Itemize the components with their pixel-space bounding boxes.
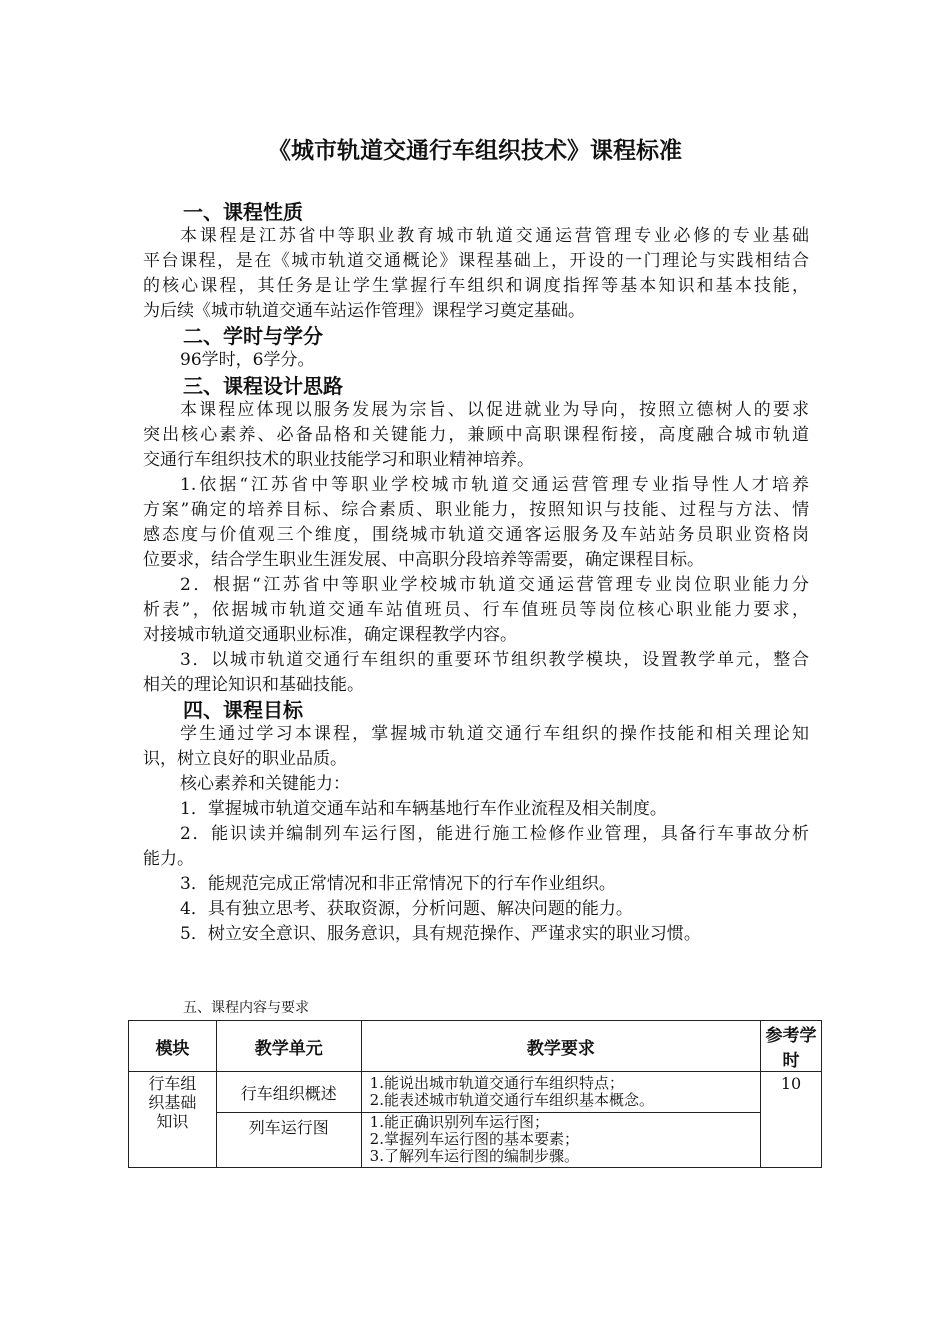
text-line: 5．树立安全意识、服务意识，具有规范操作、严谨求实的职业习惯。 xyxy=(180,924,701,944)
course-content-table xyxy=(128,1020,822,1168)
section-heading-hours: 二、学时与学分 xyxy=(183,324,323,348)
text-line: 的核心课程，其任务是让学生掌握行车组织和调度指挥等基本知识和基本技能， xyxy=(143,276,809,296)
requirements-cell xyxy=(361,1072,760,1113)
text-line: 4．具有独立思考、获取资源，分析问题、解决问题的能力。 xyxy=(180,899,633,919)
section-heading-nature: 一、课程性质 xyxy=(183,200,303,224)
section-hours-body xyxy=(143,348,809,373)
text-line: 本课程应体现以服务发展为宗旨、以促进就业为导向，按照立德树人的要求 xyxy=(180,400,809,420)
document-title: 《城市轨道交通行车组织技术》课程标准 xyxy=(268,138,682,164)
table-row xyxy=(129,1072,822,1113)
unit-cell: 列车运行图 xyxy=(216,1113,361,1168)
requirements-cell xyxy=(361,1113,760,1168)
text-line: 能力。 xyxy=(143,849,194,869)
text-line: 2．根据“江苏省中等职业学校城市轨道交通运营管理专业岗位职业能力分 xyxy=(180,575,809,595)
header-requirements: 教学要求 xyxy=(361,1021,760,1072)
text-line: 对接城市轨道交通职业标准，确定课程教学内容。 xyxy=(143,625,517,645)
text-line: 为后续《城市轨道交通车站运作管理》课程学习奠定基础。 xyxy=(143,301,585,321)
module-text-line: 织基础 xyxy=(148,1093,197,1112)
requirement-item: 1.能正确识别列车运行图； xyxy=(369,1113,549,1131)
requirement-item: 2.掌握列车运行图的基本要素； xyxy=(369,1130,579,1148)
text-line: 3．以城市轨道交通行车组织的重要环节组织教学模块，设置教学单元，整合 xyxy=(180,650,809,670)
text-line: 96学时，6学分。 xyxy=(180,350,315,370)
table-caption: 五、课程内容与要求 xyxy=(183,1000,309,1016)
header-hours: 参考学时 xyxy=(761,1021,822,1072)
text-line: 析表”，依据城市轨道交通车站值班员、行车值班员等岗位核心职业能力要求， xyxy=(143,600,809,620)
text-line: 3．能规范完成正常情况和非正常情况下的行车作业组织。 xyxy=(180,874,616,894)
text-line: 1．掌握城市轨道交通车站和车辆基地行车作业流程及相关制度。 xyxy=(180,799,667,819)
text-line: 交通行车组织技术的职业技能学习和职业精神培养。 xyxy=(143,450,534,470)
section-nature-body xyxy=(143,224,809,324)
section-heading-goals: 四、课程目标 xyxy=(183,698,303,722)
requirement-item: 1.能说出城市轨道交通行车组织特点； xyxy=(369,1074,624,1092)
text-line: 突出核心素养、必备品格和关键能力，兼顾中高职课程衔接，高度融合城市轨道 xyxy=(143,425,809,445)
text-line: 平台课程，是在《城市轨道交通概论》课程基础上，开设的一门理论与实践相结合 xyxy=(143,251,809,271)
requirement-item: 3.了解列车运行图的编制步骤。 xyxy=(369,1147,579,1165)
header-module: 模块 xyxy=(129,1021,217,1072)
text-line: 感态度与价值观三个维度，围绕城市轨道交通客运服务及车站站务员职业资格岗 xyxy=(143,525,809,545)
unit-cell: 行车组织概述 xyxy=(216,1072,361,1113)
section-goals-body xyxy=(143,722,809,947)
hours-cell: 10 xyxy=(761,1072,822,1168)
table-header-row xyxy=(129,1021,822,1072)
text-line: 位要求，结合学生职业生涯发展、中高职分段培养等需要，确定课程目标。 xyxy=(143,550,704,570)
text-line: 相关的理论知识和基础技能。 xyxy=(143,675,364,695)
header-unit: 教学单元 xyxy=(216,1021,361,1072)
text-line: 识，树立良好的职业品质。 xyxy=(143,749,347,769)
table-row xyxy=(129,1113,822,1168)
text-line: 1.依据“江苏省中等职业学校城市轨道交通运营管理专业指导性人才培养 xyxy=(180,475,809,495)
text-line: 学生通过学习本课程，掌握城市轨道交通行车组织的操作技能和相关理论知 xyxy=(180,724,809,744)
module-cell xyxy=(129,1072,217,1168)
text-line: 方案”确定的培养目标、综合素质、职业能力，按照知识与技能、过程与方法、情 xyxy=(143,500,809,520)
section-design-body xyxy=(143,398,809,698)
module-text-line: 知识 xyxy=(156,1112,189,1131)
text-line: 本课程是江苏省中等职业教育城市轨道交通运营管理专业必修的专业基础 xyxy=(180,226,809,246)
requirement-item: 2.能表述城市轨道交通行车组织基本概念。 xyxy=(369,1091,654,1109)
section-heading-design: 三、课程设计思路 xyxy=(183,374,343,398)
text-line: 核心素养和关键能力： xyxy=(180,774,350,794)
module-text-line: 行车组 xyxy=(148,1074,197,1093)
text-line: 2．能识读并编制列车运行图，能进行施工检修作业管理，具备行车事故分析 xyxy=(180,824,809,844)
